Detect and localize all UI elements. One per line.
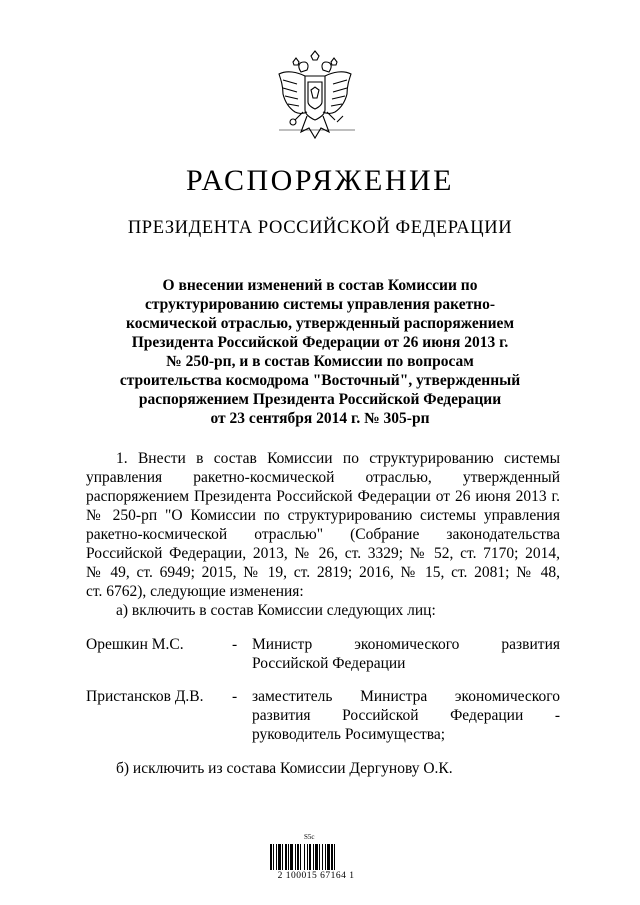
member-dash: -: [232, 636, 238, 653]
role-line: заместитель Министра экономического: [252, 688, 560, 705]
title-line: строительства космодрома "Восточный", утвержденный: [119, 372, 521, 389]
title-line: от 23 сентября 2014 г. № 305-рп: [210, 410, 430, 427]
member-role: [252, 635, 560, 673]
paragraph-1: [86, 449, 560, 601]
subpoint-b: б) исключить из состава Комиссии Дергунову О.К.: [116, 760, 453, 777]
document-title: [110, 276, 530, 428]
role-line: руководитель Росимущества;: [252, 726, 446, 743]
paragraph-line: 1. Внести в состав Комиссии по структурированию системы: [116, 450, 560, 467]
title-line: Президента Российской Федерации от 26 июня 2013 г.: [131, 334, 509, 351]
title-line: О внесении изменений в состав Комиссии по: [162, 277, 478, 294]
document-type: РАСПОРЯЖЕНИЕ: [185, 164, 455, 197]
paragraph-line: Российской Федерации, 2013, № 26, ст. 3329; № 52, ст. 7170; 2014,: [86, 545, 560, 562]
issuing-authority: ПРЕЗИДЕНТА РОССИЙСКОЙ ФЕДЕРАЦИИ: [127, 218, 513, 238]
member-name: Орешкин М.С.: [86, 636, 184, 653]
barcode-icon: [270, 844, 362, 870]
member-name: Пристансков Д.В.: [86, 688, 204, 705]
subpoint-a: а) включить в состав Комиссии следующих лиц:: [116, 602, 436, 619]
title-line: № 250-рп, и в состав Комиссии по вопросам: [166, 353, 474, 370]
barcode-number: 2 100015 67164 1: [277, 871, 355, 881]
paragraph-line: № 250-рп "О Комиссии по структурированию системы управления: [86, 507, 560, 524]
title-line: космической отраслью, утвержденный распоряжением: [125, 315, 514, 332]
title-line: распоряжением Президента Российской Федерации: [138, 391, 502, 408]
paragraph-line: № 49, ст. 6949; 2015, № 19, ст. 2819; 2016, № 15, ст. 2081; № 48,: [86, 564, 560, 581]
member-dash: -: [232, 688, 238, 705]
title-line: структурированию системы управления ракетно-: [144, 296, 496, 313]
paragraph-line: ракетно-космической отраслью" (Собрание законодательства: [86, 526, 560, 543]
role-line: развития Российской Федерации -: [252, 707, 560, 724]
role-line: Министр экономического развития: [252, 636, 560, 653]
member-role: [252, 687, 560, 744]
sign-mark: Ѕ5с: [304, 833, 315, 841]
paragraph-line: ст. 6762), следующие изменения:: [86, 583, 304, 600]
coat-of-arms-icon: [271, 50, 359, 146]
paragraph-line: управления ракетно-космической отраслью, утвержденный: [86, 469, 560, 486]
role-line: Российской Федерации: [252, 655, 406, 672]
paragraph-line: распоряжением Президента Российской Федерации от 26 июня 2013 г.: [86, 488, 560, 505]
